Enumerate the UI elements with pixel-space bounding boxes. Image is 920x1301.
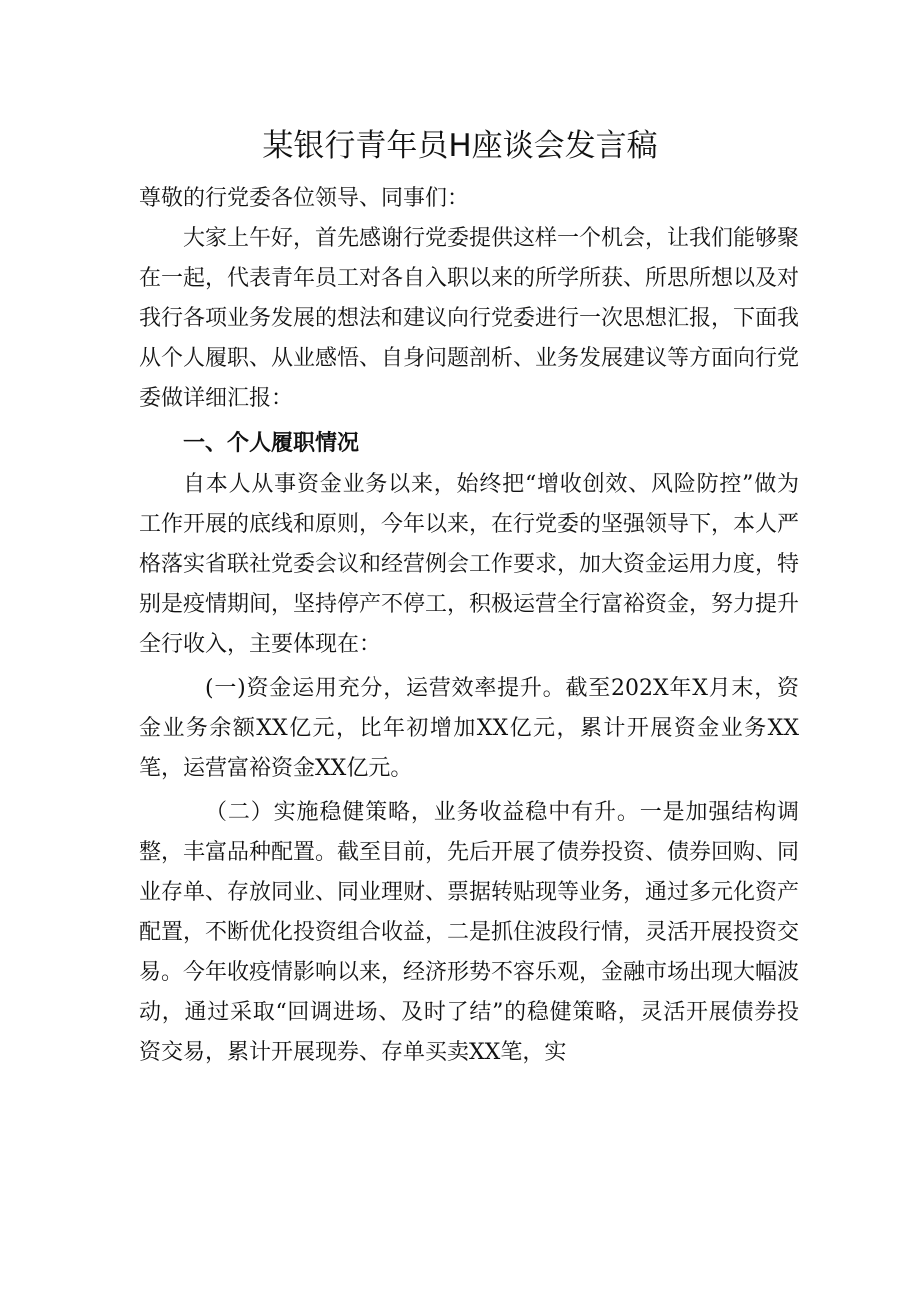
section-paragraph: 自本人从事资金业务以来，始终把“增收创效、风险防控”做为工作开展的底线和原则，今年以来，在行党委的坚强领导下，本人严格落实省联社党委会议和经营例会工作要求，加大资金运用力度，特别是疫情期间，坚持停产不停工，积极运营全行富裕资金，努力提升全行收入，主要体现在： xyxy=(139,472,800,657)
intro-paragraph: 大家上午好，首先感谢行党委提供这样一个机会，让我们能够聚在一起，代表青年员工对各自入职以来的所学所获、所思所想以及对我行各项业务发展的想法和建议向行党委进行一次思想汇报，下面我从个人履职、从业感悟、自身问题剖析、业务发展建议等方面向行党委做详细汇报： xyxy=(139,226,800,411)
section-heading: 一、个人履职情况 xyxy=(183,431,360,456)
document-title: 某银行青年员H座谈会发言稿 xyxy=(262,128,658,164)
salutation: 尊敬的行党委各位领导、同事们： xyxy=(139,186,470,211)
item-paragraph-1: (一)资金运用充分，运营效率提升。截至202X年X月末，资金业务余额XX亿元，比年初增加XX亿元，累计开展资金业务XX笔，运营富裕资金XX亿元。 xyxy=(139,676,799,781)
item-paragraph-2: （二）实施稳健策略，业务收益稳中有升。一是加强结构调整，丰富品种配置。截至目前，先后开展了债券投资、债券回购、同业存单、存放同业、同业理财、票据转贴现等业务，通过多元化资产配置，不断优化投资组合收益，二是抓住波段行情，灵活开展投资交易。今年收疫情影响以来，经济形势不容乐观，金融市场出现大幅波动，通过采取“回调进场、及时了结”的稳健策略，灵活开展债券投资交易，累计开展现券、存单买卖XX笔，实 xyxy=(139,800,800,1065)
document-body xyxy=(139,179,799,1073)
